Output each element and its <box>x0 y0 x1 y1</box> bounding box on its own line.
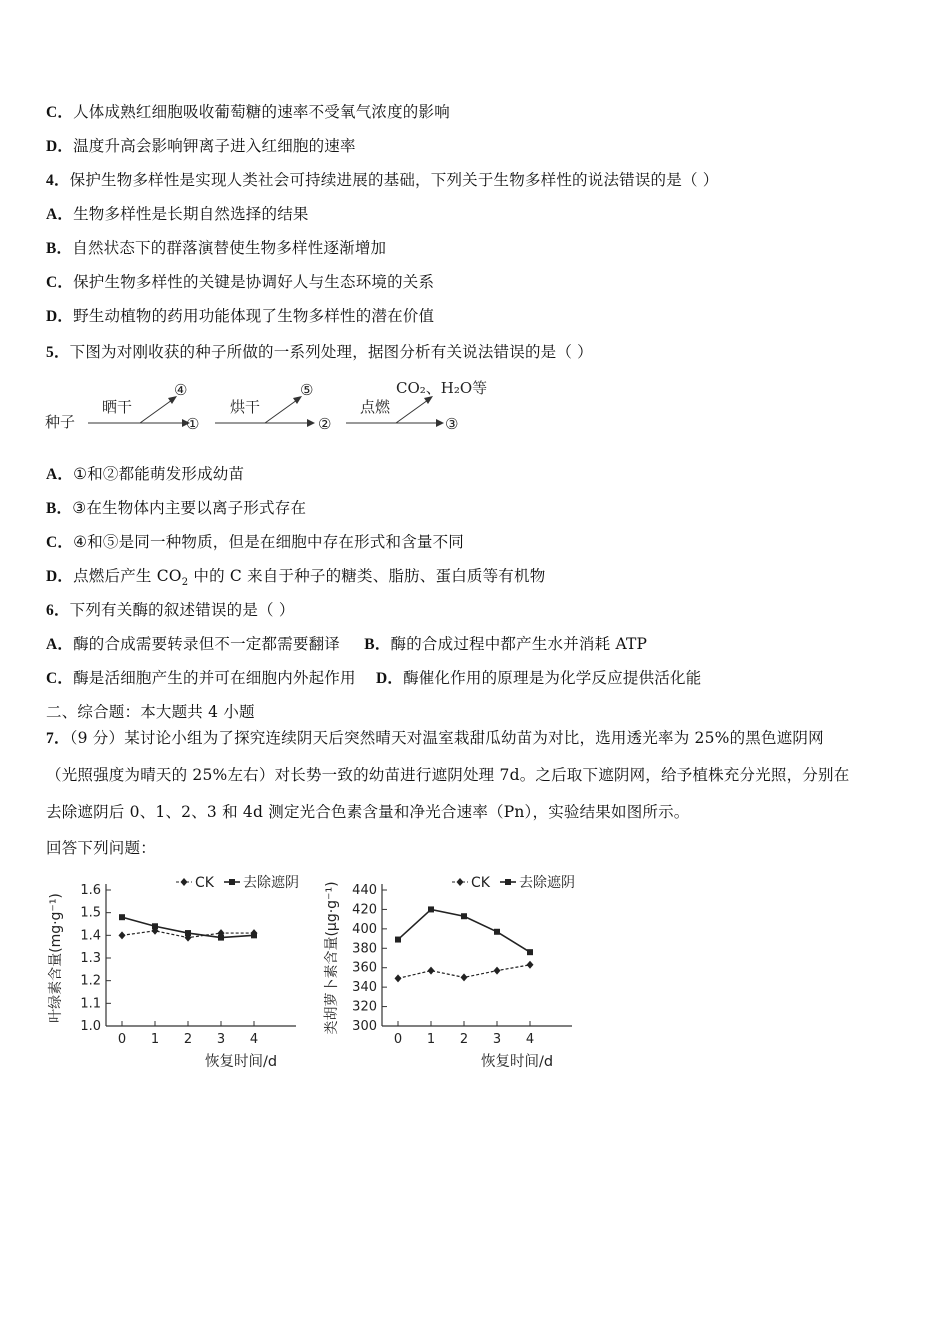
text-line <box>46 170 719 191</box>
y-tick-label: 1.6 <box>80 883 101 898</box>
legend-label-shade-removed: 去除遮阴 <box>243 875 299 891</box>
text-line <box>46 342 593 363</box>
step3-label: 点燃 <box>360 398 391 416</box>
data-point-shade-removed <box>494 929 500 935</box>
data-point-shade-removed <box>527 949 533 955</box>
item-text: 保护生物多样性的关键是协调好人与生态环境的关系 <box>73 273 435 291</box>
option-label-b: B． <box>364 636 391 653</box>
item-text: 二、综合题：本大题共 4 小题 <box>46 703 255 721</box>
x-axis-label: 恢复时间/d <box>480 1054 554 1070</box>
data-point-shade-removed <box>395 937 401 943</box>
item-text: 回答下列问题： <box>46 839 156 857</box>
seed-processing-diagram <box>40 372 510 442</box>
data-point-shade-removed <box>428 906 434 912</box>
item-label: D． <box>46 138 74 155</box>
y-tick-label: 440 <box>352 883 377 898</box>
option-label: D． <box>46 568 74 585</box>
data-point-shade-removed <box>185 930 191 936</box>
text-line <box>46 765 849 785</box>
data-point-shade-removed <box>119 914 125 920</box>
item-label: A． <box>46 466 74 483</box>
item-label: 4． <box>46 172 70 189</box>
item-text: 保护生物多样性是实现人类社会可持续进展的基础，下列关于生物多样性的说法错误的是（ ） <box>69 171 719 189</box>
data-point-shade-removed <box>218 935 224 941</box>
text-line <box>46 272 434 293</box>
y-axis-label: 类胡萝卜素含量(μg·g⁻¹) <box>324 881 340 1035</box>
item-text: （9 分）某讨论小组为了探究连续阴天后突然晴天对温室栽甜瓜幼苗为对比，选用透光率为 25%的黑色遮阴网 <box>69 729 824 747</box>
item-text: 去除遮阴后 0、1、2、3 和 4d 测定光合色素含量和净光合速率（Pn），实验结果如图所示。 <box>46 803 690 821</box>
item-label: B． <box>46 240 73 257</box>
option-text-d: 酶催化作用的原理是为化学反应提供活化能 <box>403 669 702 687</box>
y-tick-label: 400 <box>352 921 377 937</box>
item-label: 6． <box>46 602 70 619</box>
carotenoid-chart <box>320 868 582 1072</box>
text-line <box>46 728 824 749</box>
branch-arrow-2 <box>265 400 297 423</box>
legend-label-shade-removed: 去除遮阴 <box>519 875 575 891</box>
y-tick-label: 320 <box>352 999 377 1015</box>
x-tick-label: 4 <box>249 1032 259 1047</box>
option-label-a: A． <box>46 636 74 653</box>
item-text: ①和②都能萌发形成幼苗 <box>73 465 245 483</box>
x-tick-label: 1 <box>150 1032 160 1047</box>
text-line <box>46 464 244 485</box>
x-tick-label: 2 <box>183 1032 193 1047</box>
node3-label: ③ <box>445 415 459 433</box>
node1-label: ① <box>186 415 200 433</box>
y-tick-label: 1.1 <box>80 996 101 1012</box>
x-tick-label: 2 <box>459 1032 469 1047</box>
data-point-shade-removed <box>152 923 158 929</box>
y-tick-label: 1.2 <box>80 973 101 989</box>
item-label: A． <box>46 206 74 223</box>
data-point-ck <box>494 967 501 975</box>
branch-arrow-3 <box>396 400 428 423</box>
item-label: D． <box>46 308 74 325</box>
branch-arrow-1 <box>140 400 172 423</box>
y-tick-label: 1.4 <box>80 928 101 944</box>
chlorophyll-chart <box>44 868 306 1072</box>
q5-option-d <box>46 566 545 593</box>
legend-marker-shade-removed <box>229 879 235 885</box>
data-point-ck <box>527 961 534 969</box>
text-line <box>46 238 386 259</box>
item-text: 自然状态下的群落演替使生物多样性逐渐增加 <box>72 239 387 257</box>
item-text: 野生动植物的药用功能体现了生物多样性的潜在价值 <box>73 307 435 325</box>
item-text: 下列有关酶的叙述错误的是（ ） <box>69 601 295 619</box>
x-axis-label: 恢复时间/d <box>204 1054 278 1070</box>
item-label: 7． <box>46 730 70 747</box>
text-line <box>46 532 464 553</box>
y-tick-label: 1.0 <box>80 1019 101 1034</box>
x-tick-label: 0 <box>117 1032 127 1047</box>
out3-label: CO₂、H₂O等 <box>396 379 488 397</box>
data-point-ck <box>119 931 126 939</box>
item-text: 下图为对刚收获的种子所做的一系列处理，据图分析有关说法错误的是（ ） <box>69 343 593 361</box>
y-tick-label: 1.3 <box>80 951 101 966</box>
y-tick-label: 380 <box>352 941 377 957</box>
text-line <box>46 498 306 519</box>
q6-options-row1 <box>46 634 647 655</box>
legend-marker-shade-removed <box>505 879 511 885</box>
item-label: C． <box>46 670 74 687</box>
out2-label: ⑤ <box>300 381 314 399</box>
text-line <box>46 600 295 621</box>
option-text-pre: 点燃后产生 CO <box>73 567 182 585</box>
legend-marker-ck <box>181 878 188 886</box>
option-text-a: 酶的合成需要转录但不一定都需要翻译 <box>73 635 340 653</box>
x-tick-label: 1 <box>426 1032 436 1047</box>
seed-label: 种子 <box>45 413 76 431</box>
item-text: 酶是活细胞产生的并可在细胞内外起作用 <box>73 669 356 687</box>
arrowhead-3 <box>436 419 444 427</box>
item-label: 5． <box>46 344 70 361</box>
q6-option-d <box>376 668 701 689</box>
step2-label: 烘干 <box>230 398 261 416</box>
data-point-shade-removed <box>461 913 467 919</box>
option-text-post: 中的 C 来自于种子的糖类、脂肪、蛋白质等有机物 <box>188 567 546 585</box>
item-text: ③在生物体内主要以离子形式存在 <box>72 499 307 517</box>
arrowhead-2 <box>307 419 315 427</box>
out1-label: ④ <box>174 381 188 399</box>
legend-label-ck: CK <box>195 875 214 891</box>
item-text: 生物多样性是长期自然选择的结果 <box>73 205 309 223</box>
data-point-shade-removed <box>251 932 257 938</box>
item-label: C． <box>46 274 74 291</box>
node2-label: ② <box>318 415 332 433</box>
y-tick-label: 340 <box>352 980 377 996</box>
legend-label-ck: CK <box>471 875 490 891</box>
legend-marker-ck <box>457 878 464 886</box>
item-text: 温度升高会影响钾离子进入红细胞的速率 <box>73 137 356 155</box>
y-tick-label: 360 <box>352 960 377 976</box>
y-axis-label: 叶绿素含量(mg·g⁻¹) <box>48 893 64 1023</box>
text-line <box>46 204 309 225</box>
text-line <box>46 702 255 722</box>
text-line <box>46 838 156 858</box>
x-tick-label: 3 <box>216 1032 226 1047</box>
option-label-d: D． <box>376 670 404 687</box>
item-label: C． <box>46 534 74 551</box>
text-line <box>46 306 434 327</box>
text-line <box>46 802 690 822</box>
option-text-b: 酶的合成过程中都产生水并消耗 ATP <box>390 635 648 653</box>
text-line <box>46 136 356 157</box>
text-line <box>46 102 450 123</box>
item-label: C． <box>46 104 74 121</box>
item-label: B． <box>46 500 73 517</box>
y-tick-label: 420 <box>352 902 377 918</box>
y-tick-label: 1.5 <box>80 905 101 921</box>
subscript: 2 <box>181 577 189 589</box>
branch-head-3 <box>424 396 433 404</box>
item-text: ④和⑤是同一种物质，但是在细胞中存在形式和含量不同 <box>73 533 464 551</box>
x-tick-label: 4 <box>525 1032 535 1047</box>
item-text: （光照强度为晴天的 25%左右）对长势一致的幼苗进行遮阴处理 7d。之后取下遮阴网，给予植株充分光照，分别在 <box>46 766 850 784</box>
x-tick-label: 0 <box>393 1032 403 1047</box>
y-tick-label: 300 <box>352 1019 377 1034</box>
data-point-ck <box>395 974 402 982</box>
step1-label: 晒干 <box>102 398 133 416</box>
data-point-ck <box>461 973 468 981</box>
x-tick-label: 3 <box>492 1032 502 1047</box>
item-text: 人体成熟红细胞吸收葡萄糖的速率不受氧气浓度的影响 <box>73 103 450 121</box>
data-point-ck <box>428 967 435 975</box>
text-line <box>46 668 356 689</box>
